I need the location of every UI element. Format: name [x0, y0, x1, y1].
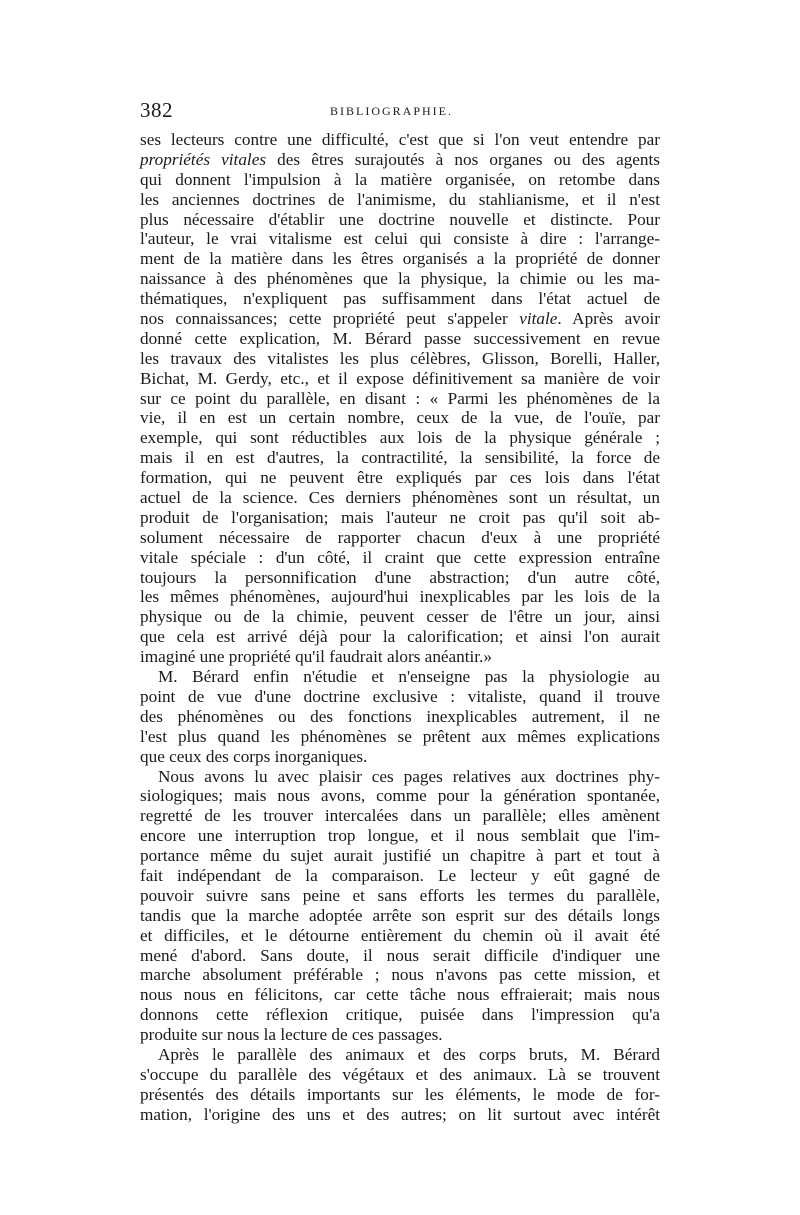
text-line: produit de l'organisation; mais l'auteur ne croit pas qu'il soit ab- — [140, 507, 660, 527]
text-line: Nous avons lu avec plaisir ces pages relatives aux doctrines phy- — [158, 766, 660, 786]
text-line: qui donnent l'impulsion à la matière organisée, on retombe dans — [140, 169, 660, 189]
text-line: produite sur nous la lecture de ces passages. — [140, 1025, 443, 1045]
book-page — [140, 98, 660, 1125]
text-line: exemple, qui sont réductibles aux lois de la physique générale ; — [140, 428, 660, 448]
text-line: donné cette explication, M. Bérard passe successivement en revue — [140, 328, 660, 348]
text-line: les travaux des vitalistes les plus célèbres, Glisson, Borelli, Haller, — [140, 348, 660, 368]
text-line: Après le parallèle des animaux et des corps bruts, M. Bérard — [158, 1044, 660, 1064]
text-line: présentés des détails importants sur les éléments, le mode de for- — [140, 1084, 660, 1104]
text-line: que cela est arrivé déjà pour la calorification; et ainsi l'on aurait — [140, 627, 660, 647]
text-line: sur ce point du parallèle, en disant : « Parmi les phénomènes de la — [140, 388, 660, 408]
text-line: nous nous en félicitons, car cette tâche nous effraierait; mais nous — [140, 985, 660, 1005]
text-line: s'occupe du parallèle des végétaux et des animaux. Là se trouvent — [140, 1064, 660, 1084]
text-line: imaginé une propriété qu'il faudrait alors anéantir.» — [140, 647, 492, 667]
text-line: plus nécessaire d'établir une doctrine nouvelle et distincte. Pour — [140, 209, 660, 229]
text-line — [140, 150, 660, 170]
text-line: vitale spéciale : d'un côté, il craint que cette expression entraîne — [140, 547, 660, 567]
text-line: M. Bérard enfin n'étudie et n'enseigne pas la physiologie au — [158, 667, 660, 687]
text-line — [140, 309, 660, 329]
italic-text: vitale — [519, 309, 558, 329]
running-head: BIBLIOGRAPHIE. — [330, 104, 453, 118]
text-line: physique ou de la chimie, peuvent cesser de l'être un jour, ainsi — [140, 607, 660, 627]
text-line: que ceux des corps inorganiques. — [140, 746, 368, 766]
text-line: mation, l'origine des uns et des autres; on lit surtout avec intérêt — [140, 1104, 660, 1124]
text-line: toujours la personnification d'une abstraction; d'un autre côté, — [140, 567, 660, 587]
text-line: encore une interruption trop longue, et il nous semblait que l'im- — [140, 826, 660, 846]
page-number: 382 — [140, 98, 173, 122]
text-line: ses lecteurs contre une difficulté, c'est que si l'on veut entendre par — [140, 130, 660, 149]
text-line: Bichat, M. Gerdy, etc., et il expose définitivement sa manière de voir — [140, 368, 660, 388]
text-line: point de vue d'une doctrine exclusive : vitaliste, quand il trouve — [140, 686, 660, 706]
text-line: marche absolument préférable ; nous n'avons pas cette mission, et — [140, 965, 660, 985]
text-line: ment de la matière dans les êtres organisés a la propriété de donner — [140, 249, 660, 269]
text-line: pouvoir suivre sans peine et sans efforts les termes du parallèle, — [140, 885, 660, 905]
text-line: vie, il en est un certain nombre, ceux de la vue, de l'ouïe, par — [140, 408, 660, 428]
text-line: donnons cette réflexion critique, puisée dans l'impression qu'a — [140, 1005, 660, 1025]
text-line: les mêmes phénomènes, aujourd'hui inexplicables par les lois de la — [140, 587, 660, 607]
text-line: siologiques; mais nous avons, comme pour la génération spontanée, — [140, 786, 660, 806]
text-line: mené d'abord. Sans doute, il nous serait difficile d'indiquer une — [140, 945, 660, 965]
text-line: les anciennes doctrines de l'animisme, du stahlianisme, et il n'est — [140, 189, 660, 209]
text-line: mais il en est d'autres, la contractilité, la sensibilité, la force de — [140, 448, 660, 468]
text-line: et difficiles, et le détourne entièrement du chemin où il avait été — [140, 925, 660, 945]
text-line: formation, qui ne peuvent être expliqués par ces lois dans l'état — [140, 468, 660, 488]
page-header — [140, 98, 660, 128]
text-line: tandis que la marche adoptée arrête son esprit sur des détails longs — [140, 905, 660, 925]
text-line: actuel de la science. Ces derniers phénomènes sont un résultat, un — [140, 488, 660, 508]
text-segment: . Après avoir — [557, 309, 660, 329]
text-line: portance même du sujet aurait justifié un chapitre à part et tout à — [140, 846, 660, 866]
italic-text: propriétés vitales — [140, 149, 267, 169]
text-line: thématiques, n'expliquent pas suffisamment dans l'état actuel de — [140, 289, 660, 309]
text-line: des phénomènes ou des fonctions inexplicables autrement, il ne — [140, 706, 660, 726]
text-line: l'est plus quand les phénomènes se prêtent aux mêmes explications — [140, 726, 660, 746]
text-line: l'auteur, le vrai vitalisme est celui qui consiste à dire : l'arrange- — [140, 229, 660, 249]
text-segment: des êtres surajoutés à nos organes ou des agents — [266, 149, 660, 169]
text-line: regretté de les trouver intercalées dans un parallèle; elles amènent — [140, 806, 660, 826]
text-line: solument nécessaire de rapporter chacun d'eux à une propriété — [140, 527, 660, 547]
text-line: naissance à des phénomènes que la physique, la chimie ou les ma- — [140, 269, 660, 289]
text-segment: nos connaissances; cette propriété peut s'appeler — [140, 309, 520, 329]
text-line: fait indépendant de la comparaison. Le lecteur y eût gagné de — [140, 865, 660, 885]
body-text — [140, 130, 660, 1125]
